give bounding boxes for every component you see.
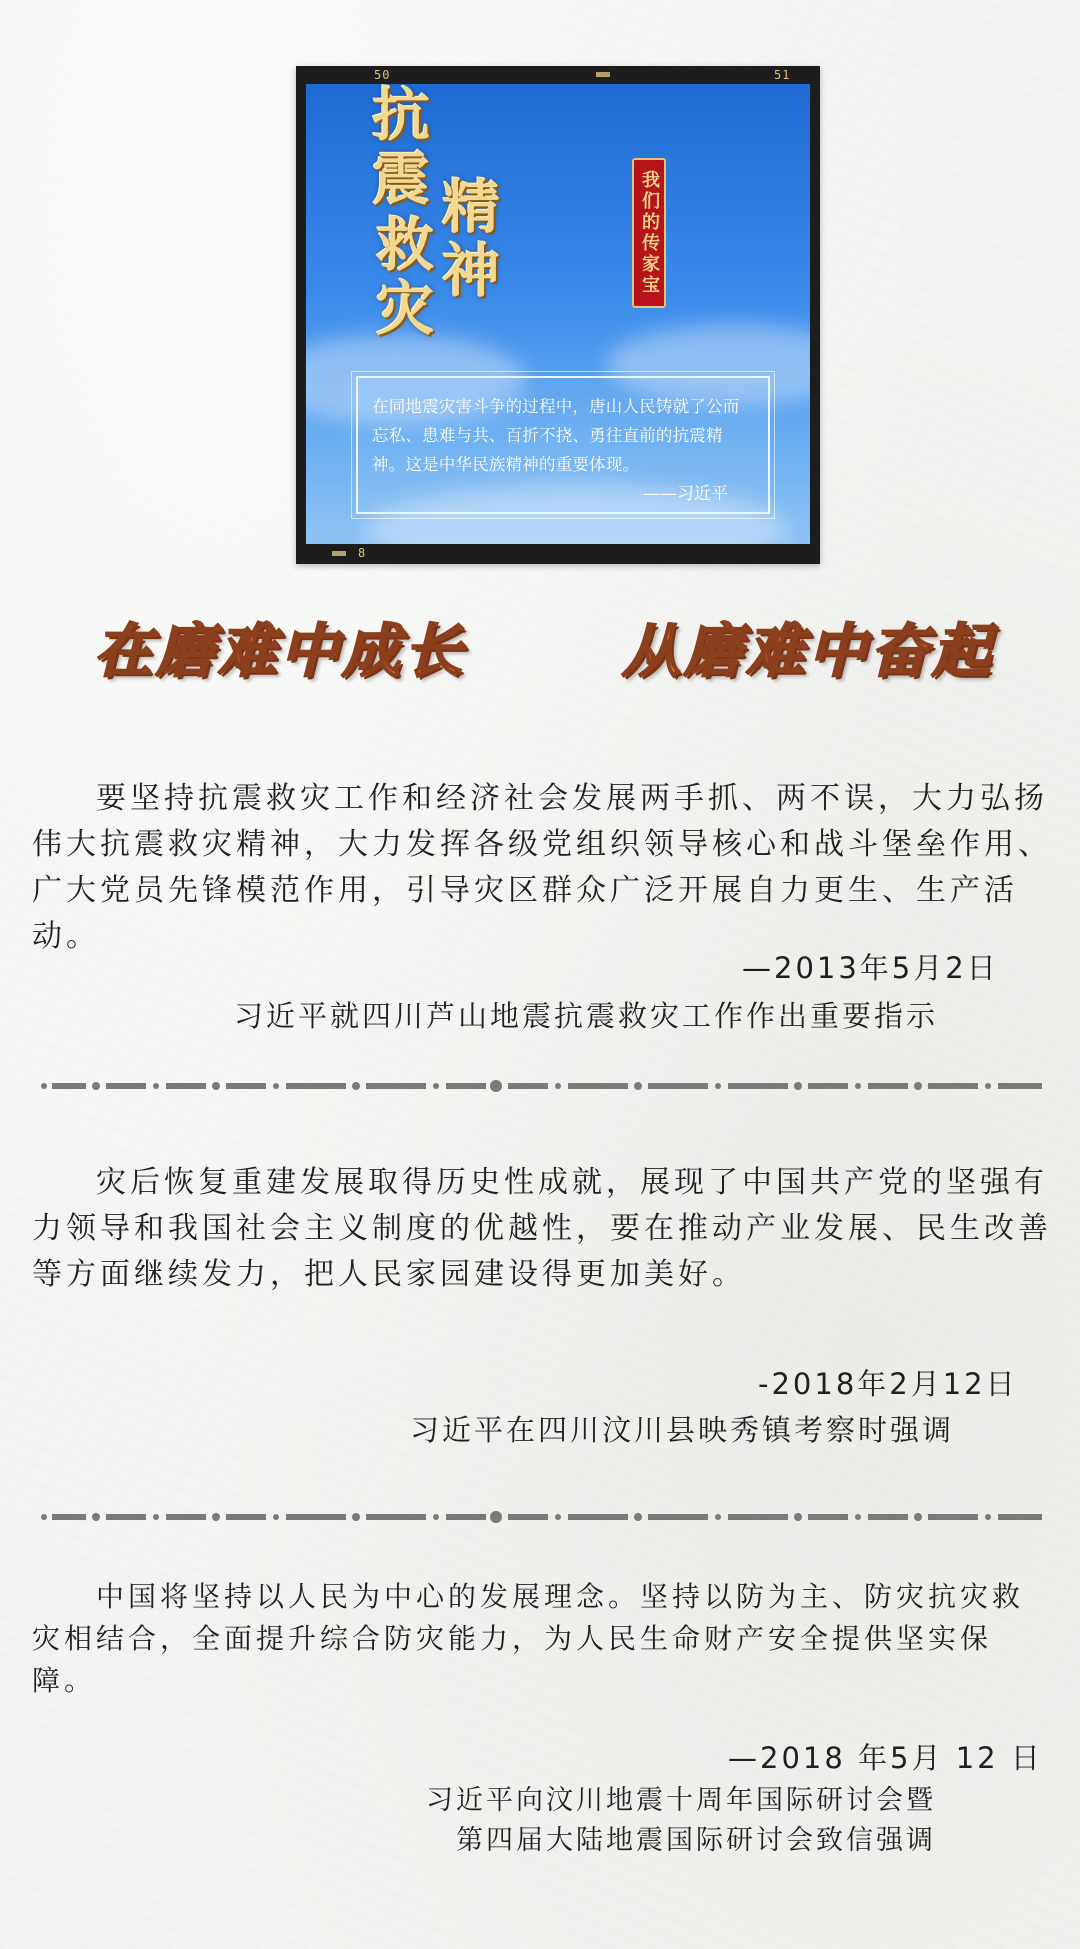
film-sprocket-mark [596,72,610,77]
poster-title-column: 抗震 [362,84,430,212]
section-source: 第四届大陆地震国际研讨会致信强调 [456,1825,936,1856]
film-frame-poster [296,66,820,564]
film-frame-number: 51 [774,68,791,82]
poster-title-column: 救灾 [366,214,434,342]
section-source: 习近平向汶川地震十周年国际研讨会暨 [426,1785,936,1816]
quote-text: 在同地震灾害斗争的过程中，唐山人民铸就了公而忘私、患难与共、百折不挠、勇往直前的抗震精神。这是中华民族精神的重要体现。 [372,397,740,474]
seal-text: 我们的传家宝 [639,170,660,296]
section-date: —2013年5月2日 [742,951,999,985]
section-paragraph: 灾后恢复重建发展取得历史性成就，展现了中国共产党的坚强有力领导和我国社会主义制度的优越性，要在推动产业发展、民生改善等方面继续发力，把人民家园建设得更加美好。 [32,1165,1052,1292]
section-source: 习近平就四川芦山地震抗震救灾工作作出重要指示 [234,999,939,1033]
section-date: -2018年2月12日 [758,1367,1018,1401]
headline-left: 在磨难中成长 [94,617,467,685]
section-paragraph: 中国将坚持以人民为中心的发展理念。坚持以防为主、防灾抗灾救灾相结合，全面提升综合防灾能力，为人民生命财产安全提供坚实保障。 [32,1580,1025,1697]
film-frame-number: 8 [358,546,367,560]
section-date: —2018 年5月 12 日 [728,1741,1043,1775]
section-paragraph: 要坚持抗震救灾工作和经济社会发展两手抓、两不误，大力弘扬伟大抗震救灾精神，大力发挥各级党组织领导核心和战斗堡垒作用、广大党员先锋模范作用，引导灾区群众广泛开展自力更生、生产活动。 [32,781,1052,954]
quote-author: ——习近平 [643,484,728,504]
film-arrow-mark [332,551,346,556]
decorative-divider [38,1507,1048,1527]
red-seal-stamp [632,158,666,308]
film-frame-number: 50 [374,68,391,82]
quote-box [356,376,770,514]
poster-image [306,84,810,544]
section-source: 习近平在四川汶川县映秀镇考察时强调 [410,1413,955,1447]
poster-title-column: 精神 [432,176,500,304]
decorative-divider [38,1076,1048,1096]
headline-right: 从磨难中奋起 [622,617,995,685]
